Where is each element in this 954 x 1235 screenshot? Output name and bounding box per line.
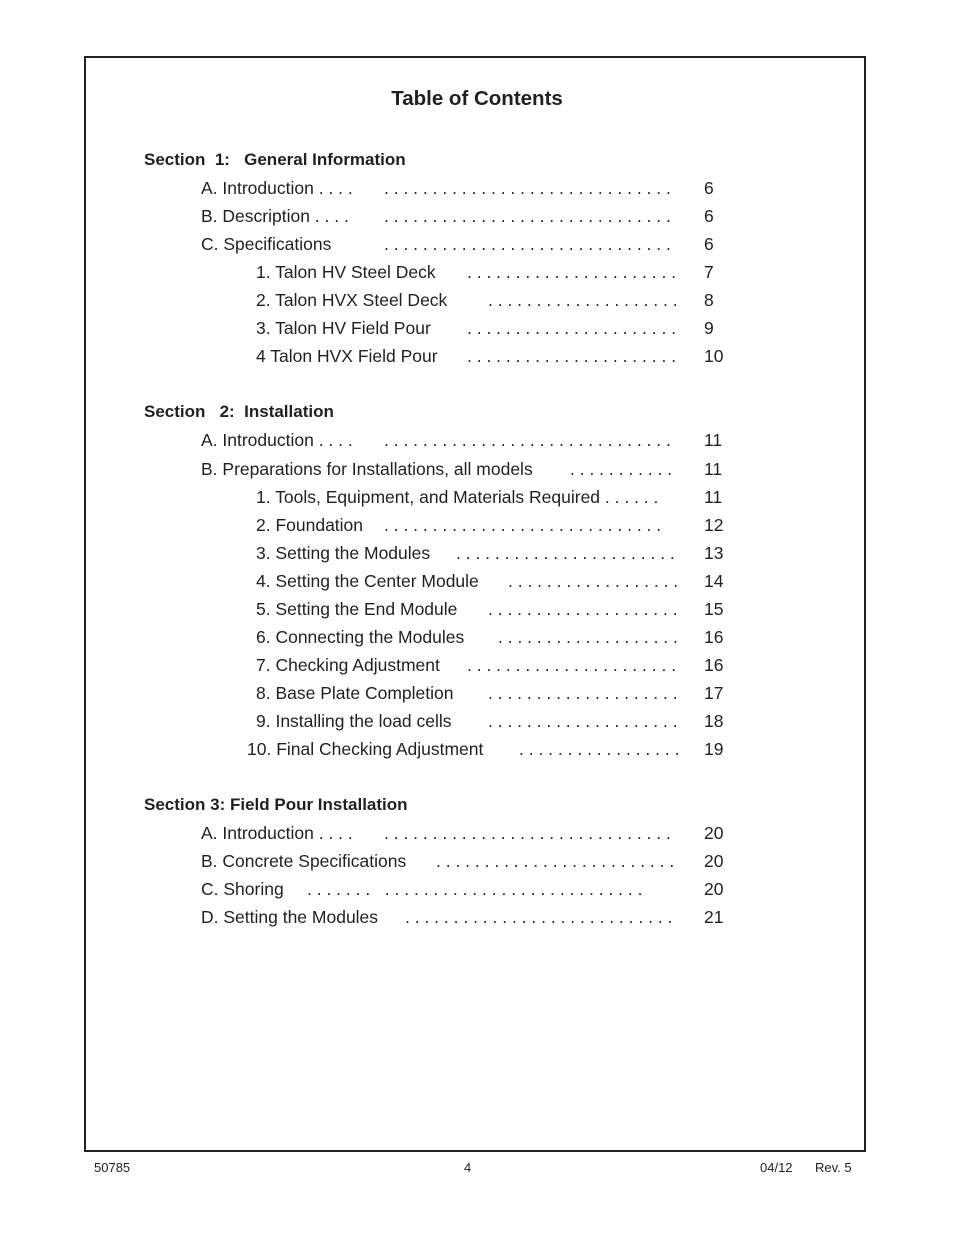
toc-page-number: 6 [704,206,714,226]
toc-page-number: 11 [704,430,723,450]
page-title: Table of Contents [391,87,563,110]
toc-entry-label: C. Specifications [201,234,332,254]
toc-page-number: 11 [704,487,723,507]
toc-page-number: 6 [704,234,714,254]
toc-page-number: 10 [704,346,724,366]
toc-entry-label: C. Shoring [201,879,284,899]
toc-leader-dots: . . . . . . . . . . . . . . . . . . . . [488,683,678,703]
toc-entry[interactable] [0,879,954,901]
toc-leader-dots: . . . . . . . . . . . . . . . . . . . . . . . . . . . . . . . . . . [307,879,643,899]
toc-entry[interactable] [0,262,954,284]
toc-leader-dots: . . . . . . . . . . . . . . . . . . . . . . . . . . . . . . [384,234,671,254]
toc-entry[interactable] [0,851,954,873]
toc-leader-dots: . . . . . . . . . . . . . . . . . . . . . . [467,262,677,282]
toc-page-number: 9 [704,318,714,338]
toc-entry-label: 3. Talon HV Field Pour [256,318,431,338]
toc-entry[interactable] [0,487,954,509]
toc-entry-label: 10. Final Checking Adjustment [247,739,484,759]
toc-page-number: 16 [704,655,724,675]
document-number: 50785 [94,1160,131,1175]
toc-entry-label: 2. Talon HVX Steel Deck [256,290,448,310]
toc-leader-dots: . . . . . . . . . . . . . . . . . . . . . . . . . . . . . . [384,206,671,226]
toc-entry-label: 2. Foundation [256,515,364,535]
toc-page-number: 17 [704,683,724,703]
section-heading: Section 1: General Information [144,150,406,169]
toc-page-number: 20 [704,879,724,899]
toc-leader-dots: . . . . . . . . . . . . . . . . . . . [498,627,678,647]
toc-leader-dots: . . . . . . . . . . . . . . . . . . . . [488,290,678,310]
toc-entry-label: A. Introduction . . . . [201,823,353,843]
toc-page-number: 11 [704,459,723,479]
toc-page-number: 7 [704,262,714,282]
toc-entry-label: B. Preparations for Installations, all models [201,459,533,479]
toc-entry-label: 8. Base Plate Completion [256,683,454,703]
toc-leader-dots: . . . . . . . . . . . . . . . . . . . . . . [467,655,677,675]
section-heading: Section 3: Field Pour Installation [144,795,408,814]
page-number: 4 [464,1160,472,1175]
toc-leader-dots: . . . . . . . . . . . . . . . . . . [508,571,679,591]
toc-page-number: 6 [704,178,714,198]
toc-entry[interactable] [0,515,954,537]
toc-leader-dots: . . . . . . . . . . . . . . . . . . . . . . . . . . . . . . [384,178,671,198]
toc-entry[interactable] [0,823,954,845]
revision-date: 04/12 [760,1160,793,1175]
toc-entry-label: 1. Tools, Equipment, and Materials Required . . . . . . [256,487,659,507]
toc-leader-dots: . . . . . . . . . . . . . . . . . [519,739,680,759]
toc-page-number: 16 [704,627,724,647]
toc-page-number: 18 [704,711,724,731]
toc-entry-label: 9. Installing the load cells [256,711,452,731]
toc-entry-label: B. Description . . . . [201,206,349,226]
toc-leader-dots: . . . . . . . . . . . . . . . . . . . . [488,599,678,619]
toc-entry[interactable] [0,346,954,368]
toc-page-number: 20 [704,823,724,843]
toc-entry-label: 6. Connecting the Modules [256,627,465,647]
toc-entry[interactable] [0,739,954,761]
toc-entry[interactable] [0,234,954,256]
toc-leader-dots: . . . . . . . . . . . . . . . . . . . . . . . [456,543,675,563]
toc-entry-label: D. Setting the Modules [201,907,379,927]
toc-entry-label: 1. Talon HV Steel Deck [256,262,436,282]
toc-leader-dots: . . . . . . . . . . . [570,459,673,479]
toc-entry[interactable] [0,459,954,481]
toc-page-number: 15 [704,599,724,619]
toc-page-number: 8 [704,290,714,310]
toc-leader-dots: . . . . . . . . . . . . . . . . . . . . [488,711,678,731]
toc-entry[interactable] [0,290,954,312]
toc-entry[interactable] [0,571,954,593]
toc-leader-dots: . . . . . . . . . . . . . . . . . . . . . . . . . [436,851,675,871]
toc-entry-label: 7. Checking Adjustment [256,655,440,675]
toc-entry[interactable] [0,907,954,929]
toc-entry[interactable] [0,430,954,452]
toc-entry[interactable] [0,627,954,649]
toc-page-number: 13 [704,543,724,563]
toc-page-number: 14 [704,571,724,591]
toc-leader-dots: . . . . . . . . . . . . . . . . . . . . . . [467,318,677,338]
toc-entry[interactable] [0,318,954,340]
toc-entry[interactable] [0,655,954,677]
toc-leader-dots: . . . . . . . . . . . . . . . . . . . . . . . . . . . . . . [384,823,671,843]
toc-entry-label: 4. Setting the Center Module [256,571,479,591]
toc-page-number: 12 [704,515,724,535]
toc-entry[interactable] [0,683,954,705]
toc-entry-label: 3. Setting the Modules [256,543,431,563]
toc-entry[interactable] [0,206,954,228]
toc-entry-label: 5. Setting the End Module [256,599,458,619]
toc-page-number: 19 [704,739,724,759]
toc-leader-dots: . . . . . . . . . . . . . . . . . . . . . . . . . . . . [405,907,673,927]
toc-leader-dots: . . . . . . . . . . . . . . . . . . . . . . . . . . . . . [384,515,662,535]
toc-entry-label: B. Concrete Specifications [201,851,407,871]
section-heading: Section 2: Installation [144,402,334,421]
toc-leader-dots: . . . . . . . . . . . . . . . . . . . . . . . . . . . . . . [384,430,671,450]
revision-label: Rev. 5 [815,1160,852,1175]
toc-entry[interactable] [0,543,954,565]
toc-entry[interactable] [0,711,954,733]
toc-leader-dots: . . . . . . . . . . . . . . . . . . . . . . [467,346,677,366]
toc-entry-label: A. Introduction . . . . [201,430,353,450]
toc-entry-label: A. Introduction . . . . [201,178,353,198]
toc-page-number: 21 [704,907,724,927]
toc-entry[interactable] [0,178,954,200]
toc-page-number: 20 [704,851,724,871]
toc-entry-label: 4 Talon HVX Field Pour [256,346,438,366]
toc-entry[interactable] [0,599,954,621]
